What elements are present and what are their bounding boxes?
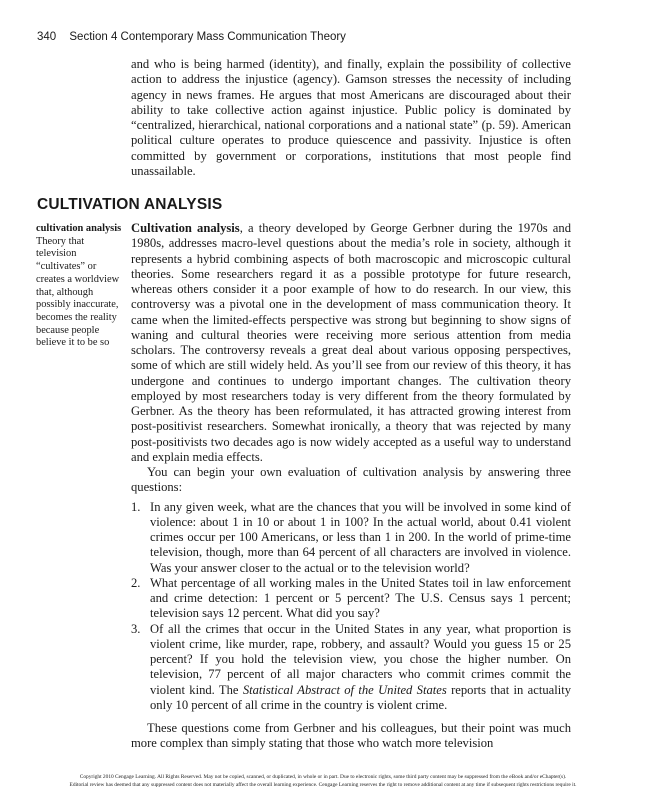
list-item-text: Of all the crimes that occur in the United States in any year, what proportion is violent crime, like murder, rape, robbery, and assault? Would you guess 15 or 25 percent? If you hold the television view, you chose the higher number. On television, 77 percent of all major characters who commit crimes commit the violent kind. The [150,621,571,697]
paragraph-1 [131,221,571,465]
paragraph-3: These questions come from Gerbner and his colleagues, but their point was much more complex than simply stating that those who watch more television [131,721,571,751]
intro-paragraph: and who is being harmed (identity), and finally, explain the possibility of collective action to address the injustice (agency). Gamson stresses the necessity of including agency in news frames. He argues that most Americans are discouraged about their ability to take collective action against injustice. Public policy is dominated by “centralized, hierarchical, national corporations and a national state” (p. 59). American political culture operates to produce quiescence and passivity. Injustice is often committed by government or corporations, institutions that most people find unassailable. [131,57,571,178]
copyright-footer [8,773,638,789]
running-title: Section 4 Contemporary Mass Communication Theory [69,31,346,43]
list-number: 3. [131,621,141,636]
list-number: 1. [131,499,141,514]
glossary-term: cultivation analysis [36,223,122,234]
list-item [131,500,571,576]
questions-list [131,500,571,714]
list-item-text: What percentage of all working males in the United States toil in law enforcement and crime detection: 1 percent or 5 percent? The U.S. Census says 1 percent; television says 12 percent. What did you say? [150,575,571,621]
list-number: 2. [131,575,141,590]
intro-block [131,57,571,179]
page-number: 340 [37,31,57,43]
lead-term: Cultivation analysis [131,221,240,235]
copyright-line-1: Copyright 2010 Cengage Learning. All Rights Reserved. May not be copied, scanned, or duplicated, in whole or in part. Due to electronic rights, some third party content may be suppressed from the eBook and/or eChapter(s). [79,774,567,780]
list-item [131,576,571,622]
list-item-text: In any given week, what are the chances that you will be involved in some kind of violence: about 1 in 10 or about 1 in 100? In the actual world, about 0.41 violent crimes occur per 100 Americans, or less than 1 in 200. In the world of prime-time television, though, more than 64 percent of all characters are involved in violence. Was your answer closer to the actual or to the television world? [150,499,571,575]
copyright-line-2: Editorial review has deemed that any suppressed content does not materially affect the overall learning experience. Cengage Learning reserves the right to remove additional content at any time if subsequent rights restrictions require it. [69,782,577,788]
list-item [131,622,571,714]
paragraph-2: You can begin your own evaluation of cultivation analysis by answering three questions: [131,465,571,495]
margin-glossary [36,223,124,350]
running-header [37,31,346,43]
publication-title: Statistical Abstract of the United States [242,682,447,697]
main-text [131,221,571,752]
list-item-text-end: reports that in actuality only 10 percent of all crime in the country is violent crime. [150,682,572,712]
paragraph-1-text: , a theory developed by George Gerbner during the 1970s and 1980s, addresses macro-level questions about the media’s role in society, although it represents a hybrid combining aspects of both macroscopic and microscopic cultural theories. Some researchers regard it as a possible prototype for future research, whereas others consider it a poor example of how to do research. In our view, this controversy was a pivotal one in the development of mass communication theory. It came when the limited-effects perspective was strong but beginning to show signs of waning and cultural theories were receiving more serious attention from media scholars. The controversy reveals a great deal about various opposing perspectives, some of which are still widely held. As you’ll see from our review of this theory, it has undergone and continues to undergo important changes. The cultivation theory employed by most researchers today is very different from the theory formulated by Gerbner. As the theory has been reformulated, it has attracted growing interest from post-positivist researchers. Somewhat ironically, a theory that was rejected by many post-positivists two decades ago is now widely accepted as a useful way to understand and explain media effects. [131,221,571,464]
glossary-definition: Theory that television “cultivates” or creates a worldview that, although possibly inaccurate, becomes the reality because people believe it to be so [36,235,120,349]
section-title: CULTIVATION ANALYSIS [37,196,223,213]
